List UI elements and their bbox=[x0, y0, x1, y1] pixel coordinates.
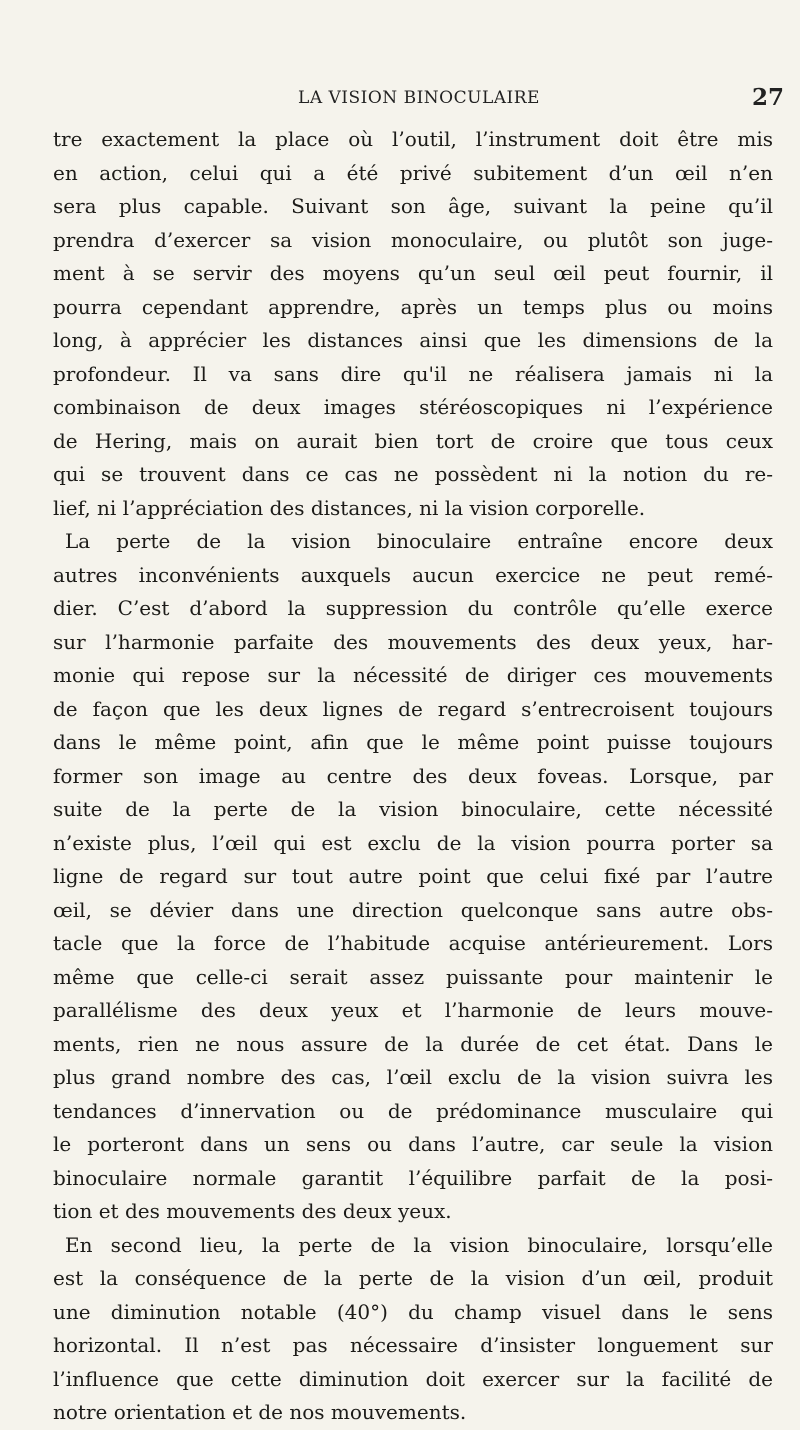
text-line: tacle que la force de l’habitude acquise antérieurement. Lors bbox=[53, 931, 773, 955]
text-line: suite de la perte de la vision binoculaire, cette nécessité bbox=[53, 797, 773, 821]
running-head bbox=[38, 84, 800, 114]
text-line: long, à apprécier les distances ainsi que les dimensions de la bbox=[53, 328, 773, 352]
text-line: ligne de regard sur tout autre point que celui fixé par l’autre bbox=[53, 864, 773, 888]
text-line: lief, ni l’appréciation des distances, ni la vision corporelle. bbox=[53, 495, 646, 520]
text-line: plus grand nombre des cas, l’œil exclu de la vision suivra les bbox=[53, 1065, 773, 1089]
text-line: prendra d’exercer sa vision monoculaire, ou plutôt son juge- bbox=[53, 227, 773, 252]
text-line: parallélisme des deux yeux et l’harmonie de leurs mouve- bbox=[53, 998, 773, 1022]
paragraph-2 bbox=[53, 525, 773, 1229]
text-line: ments, rien ne nous assure de la durée de cet état. Dans le bbox=[53, 1031, 773, 1056]
text-line: notre orientation et de nos mouvements. bbox=[53, 1400, 467, 1424]
text-line: sur l’harmonie parfaite des mouvements des deux yeux, har- bbox=[53, 629, 773, 654]
text-line: dier. C’est d’abord la suppression du contrôle qu’elle exerce bbox=[53, 596, 773, 620]
text-line: le porteront dans un sens ou dans l’autre, car seule la vision bbox=[53, 1132, 773, 1156]
text-line: l’influence que cette diminution doit exercer sur la facilité de bbox=[53, 1366, 773, 1391]
text-line: profondeur. Il va sans dire qu'il ne réalisera jamais ni la bbox=[53, 361, 773, 386]
page-number: 27 bbox=[751, 84, 784, 111]
text-line: En second lieu, la perte de la vision binoculaire, lorsqu’elle bbox=[65, 1232, 773, 1257]
running-title: LA VISION BINOCULAIRE bbox=[298, 88, 540, 108]
paragraph-3 bbox=[53, 1229, 773, 1430]
text-line: ment à se servir des moyens qu’un seul œil peut fournir, il bbox=[53, 261, 773, 285]
text-line: n’existe plus, l’œil qui est exclu de la vision pourra porter sa bbox=[53, 830, 773, 855]
text-line: tion et des mouvements des deux yeux. bbox=[53, 1199, 452, 1223]
text-line: tendances d’innervation ou de prédominance musculaire qui bbox=[53, 1098, 773, 1123]
text-line: est la conséquence de la perte de la vision d’un œil, produit bbox=[53, 1266, 773, 1290]
text-line: autres inconvénients auxquels aucun exercice ne peut remé- bbox=[53, 562, 773, 587]
text-line: de façon que les deux lignes de regard s’entrecroisent toujours bbox=[53, 696, 773, 721]
text-line: dans le même point, afin que le même point puisse toujours bbox=[53, 730, 773, 754]
text-line: horizontal. Il n’est pas nécessaire d’insister longuement sur bbox=[53, 1333, 773, 1357]
text-line: qui se trouvent dans ce cas ne possèdent ni la notion du re- bbox=[53, 462, 773, 486]
text-line: œil, se dévier dans une direction quelconque sans autre obs- bbox=[53, 897, 773, 922]
text-line: en action, celui qui a été privé subitement d’un œil n’en bbox=[53, 160, 773, 185]
text-line: de Hering, mais on aurait bien tort de croire que tous ceux bbox=[53, 428, 773, 453]
text-line: combinaison de deux images stéréoscopiques ni l’expérience bbox=[53, 395, 773, 419]
text-line: sera plus capable. Suivant son âge, suivant la peine qu’il bbox=[53, 194, 773, 218]
text-line: monie qui repose sur la nécessité de diriger ces mouvements bbox=[53, 663, 773, 687]
text-line: La perte de la vision binoculaire entraîne encore deux bbox=[65, 529, 773, 553]
text-line: pourra cependant apprendre, après un temps plus ou moins bbox=[53, 294, 773, 319]
text-line: une diminution notable (40°) du champ visuel dans le sens bbox=[53, 1299, 773, 1324]
text-line: binoculaire normale garantit l’équilibre parfait de la posi- bbox=[53, 1165, 773, 1190]
body-text bbox=[53, 123, 773, 1430]
text-line: tre exactement la place où l’outil, l’instrument doit être mis bbox=[53, 127, 773, 151]
text-line: former son image au centre des deux foveas. Lorsque, par bbox=[53, 763, 773, 788]
text-line: même que celle-ci serait assez puissante pour maintenir le bbox=[53, 964, 773, 989]
paragraph-1 bbox=[53, 123, 773, 525]
